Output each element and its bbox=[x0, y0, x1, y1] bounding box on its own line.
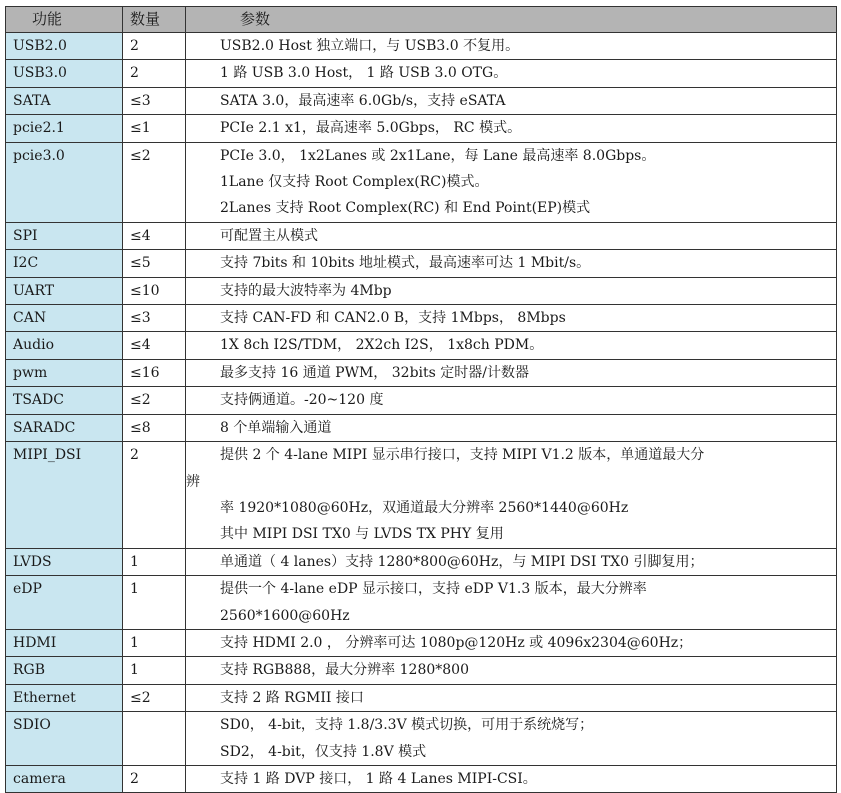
params-line: 1X 8ch I2S/TDM， 2X2ch I2S， 1x8ch PDM。 bbox=[220, 337, 544, 354]
params-line: PCIe 2.1 x1，最高速率 5.0Gbps， RC 模式。 bbox=[220, 120, 522, 137]
params-cell bbox=[186, 305, 837, 332]
params-cell bbox=[186, 387, 837, 414]
params-cell bbox=[186, 87, 837, 114]
table-row bbox=[6, 442, 837, 549]
table-row bbox=[6, 222, 837, 249]
params-line: 支持 2 路 RGMII 接口 bbox=[220, 689, 364, 706]
params-cell bbox=[186, 684, 837, 711]
params-cell bbox=[186, 359, 837, 386]
function-cell: SATA bbox=[6, 87, 123, 114]
params-line: 单通道（ 4 lanes）支持 1280*800@60Hz，与 MIPI DSI TX0 引脚复用； bbox=[220, 553, 704, 570]
params-line: USB2.0 Host 独立端口，与 USB3.0 不复用。 bbox=[220, 38, 520, 54]
table-row bbox=[6, 87, 837, 114]
params-line: 2560*1600@60Hz bbox=[220, 607, 350, 624]
function-cell: pwm bbox=[6, 359, 123, 386]
function-cell: LVDS bbox=[6, 548, 123, 575]
count-cell: ≤1 bbox=[123, 115, 186, 142]
header-row bbox=[6, 7, 837, 33]
table-row bbox=[6, 359, 837, 386]
params-cell bbox=[186, 414, 837, 441]
params-line: SD2， 4-bit，仅支持 1.8V 模式 bbox=[220, 743, 427, 760]
function-cell: SDIO bbox=[6, 712, 123, 766]
table-row bbox=[6, 305, 837, 332]
params-line: 最多支持 16 通道 PWM， 32bits 定时器/计数器 bbox=[220, 364, 529, 381]
table-row bbox=[6, 332, 837, 359]
spec-table bbox=[5, 6, 837, 793]
count-cell: 1 bbox=[123, 629, 186, 656]
function-cell: pcie3.0 bbox=[6, 142, 123, 222]
table-row bbox=[6, 33, 837, 60]
table-row bbox=[6, 629, 837, 656]
table-row bbox=[6, 684, 837, 711]
function-cell: UART bbox=[6, 277, 123, 304]
table-row bbox=[6, 414, 837, 441]
header-params: 参数 bbox=[186, 7, 837, 33]
count-cell: ≤5 bbox=[123, 250, 186, 277]
params-cell bbox=[186, 576, 837, 630]
params-cell bbox=[186, 765, 837, 792]
table-row bbox=[6, 115, 837, 142]
params-line: 提供 2 个 4-lane MIPI 显示串行接口，支持 MIPI V1.2 版本，单通道最大分 bbox=[220, 447, 705, 464]
params-line: 支持 1 路 DVP 接口， 1 路 4 Lanes MIPI-CSI。 bbox=[220, 770, 537, 787]
count-cell: ≤4 bbox=[123, 222, 186, 249]
header-count: 数量 bbox=[123, 7, 186, 33]
params-line: 支持 CAN-FD 和 CAN2.0 B，支持 1Mbps， 8Mbps bbox=[220, 310, 566, 327]
params-line: 提供一个 4-lane eDP 显示接口，支持 eDP V1.3 版本，最大分辨率 bbox=[220, 581, 647, 598]
params-line: 1 路 USB 3.0 Host， 1 路 USB 3.0 OTG。 bbox=[220, 65, 508, 82]
count-cell: 2 bbox=[123, 33, 186, 60]
function-cell: SARADC bbox=[6, 414, 123, 441]
params-line: PCIe 3.0， 1x2Lanes 或 2x1Lane，每 Lane 最高速率 8.0Gbps。 bbox=[220, 147, 656, 164]
table-row bbox=[6, 387, 837, 414]
params-line: 1Lane 仅支持 Root Complex(RC)模式。 bbox=[220, 174, 489, 191]
function-cell: Audio bbox=[6, 332, 123, 359]
params-line: 8 个单端输入通道 bbox=[220, 419, 332, 436]
params-line: 支持 7bits 和 10bits 地址模式，最高速率可达 1 Mbit/s。 bbox=[220, 255, 591, 272]
params-line: 可配置主从模式 bbox=[220, 227, 318, 244]
count-cell: 2 bbox=[123, 765, 186, 792]
params-cell bbox=[186, 33, 837, 60]
count-cell: 1 bbox=[123, 548, 186, 575]
params-line: 率 1920*1080@60Hz，双通道最大分辨率 2560*1440@60Hz bbox=[220, 499, 629, 516]
params-cell bbox=[186, 548, 837, 575]
params-line: 辨 bbox=[186, 473, 200, 490]
function-cell: TSADC bbox=[6, 387, 123, 414]
header-function: 功能 bbox=[6, 7, 123, 33]
params-cell bbox=[186, 277, 837, 304]
function-cell: USB3.0 bbox=[6, 60, 123, 87]
count-cell: ≤2 bbox=[123, 142, 186, 222]
count-cell: ≤10 bbox=[123, 277, 186, 304]
params-line: 2Lanes 支持 Root Complex(RC) 和 End Point(EP)模式 bbox=[220, 200, 591, 217]
params-cell bbox=[186, 142, 837, 222]
function-cell: eDP bbox=[6, 576, 123, 630]
count-cell: ≤3 bbox=[123, 87, 186, 114]
table-row bbox=[6, 576, 837, 630]
function-cell: SPI bbox=[6, 222, 123, 249]
count-cell: ≤8 bbox=[123, 414, 186, 441]
count-cell: 2 bbox=[123, 442, 186, 549]
function-cell: CAN bbox=[6, 305, 123, 332]
params-cell bbox=[186, 250, 837, 277]
params-cell bbox=[186, 115, 837, 142]
table-row bbox=[6, 277, 837, 304]
count-cell: 2 bbox=[123, 60, 186, 87]
function-cell: I2C bbox=[6, 250, 123, 277]
table-row bbox=[6, 765, 837, 792]
function-cell: MIPI_DSI bbox=[6, 442, 123, 549]
params-line: SD0， 4-bit，支持 1.8/3.3V 模式切换，可用于系统烧写； bbox=[220, 717, 594, 734]
count-cell: 1 bbox=[123, 657, 186, 684]
params-cell bbox=[186, 629, 837, 656]
params-cell bbox=[186, 222, 837, 249]
params-cell bbox=[186, 60, 837, 87]
function-cell: USB2.0 bbox=[6, 33, 123, 60]
params-line: 支持俩通道。-20~120 度 bbox=[220, 392, 384, 409]
count-cell: ≤2 bbox=[123, 387, 186, 414]
function-cell: Ethernet bbox=[6, 684, 123, 711]
count-cell bbox=[123, 712, 186, 766]
params-cell bbox=[186, 657, 837, 684]
params-line: 支持的最大波特率为 4Mbp bbox=[220, 282, 392, 299]
params-cell bbox=[186, 712, 837, 766]
function-cell: pcie2.1 bbox=[6, 115, 123, 142]
params-line: 支持 RGB888，最大分辨率 1280*800 bbox=[220, 662, 469, 679]
params-cell bbox=[186, 442, 837, 549]
params-line: 支持 HDMI 2.0 ， 分辨率可达 1080p@120Hz 或 4096x2304@60Hz； bbox=[220, 634, 693, 651]
count-cell: ≤16 bbox=[123, 359, 186, 386]
table-row bbox=[6, 548, 837, 575]
table-row bbox=[6, 712, 837, 766]
function-cell: RGB bbox=[6, 657, 123, 684]
table-row bbox=[6, 60, 837, 87]
count-cell: ≤3 bbox=[123, 305, 186, 332]
params-line: 其中 MIPI DSI TX0 与 LVDS TX PHY 复用 bbox=[220, 526, 504, 543]
function-cell: HDMI bbox=[6, 629, 123, 656]
function-cell: camera bbox=[6, 765, 123, 792]
count-cell: 1 bbox=[123, 576, 186, 630]
table-row bbox=[6, 250, 837, 277]
params-line: SATA 3.0，最高速率 6.0Gb/s，支持 eSATA bbox=[220, 92, 506, 109]
table-row bbox=[6, 657, 837, 684]
count-cell: ≤2 bbox=[123, 684, 186, 711]
count-cell: ≤4 bbox=[123, 332, 186, 359]
params-cell bbox=[186, 332, 837, 359]
table-row bbox=[6, 142, 837, 222]
